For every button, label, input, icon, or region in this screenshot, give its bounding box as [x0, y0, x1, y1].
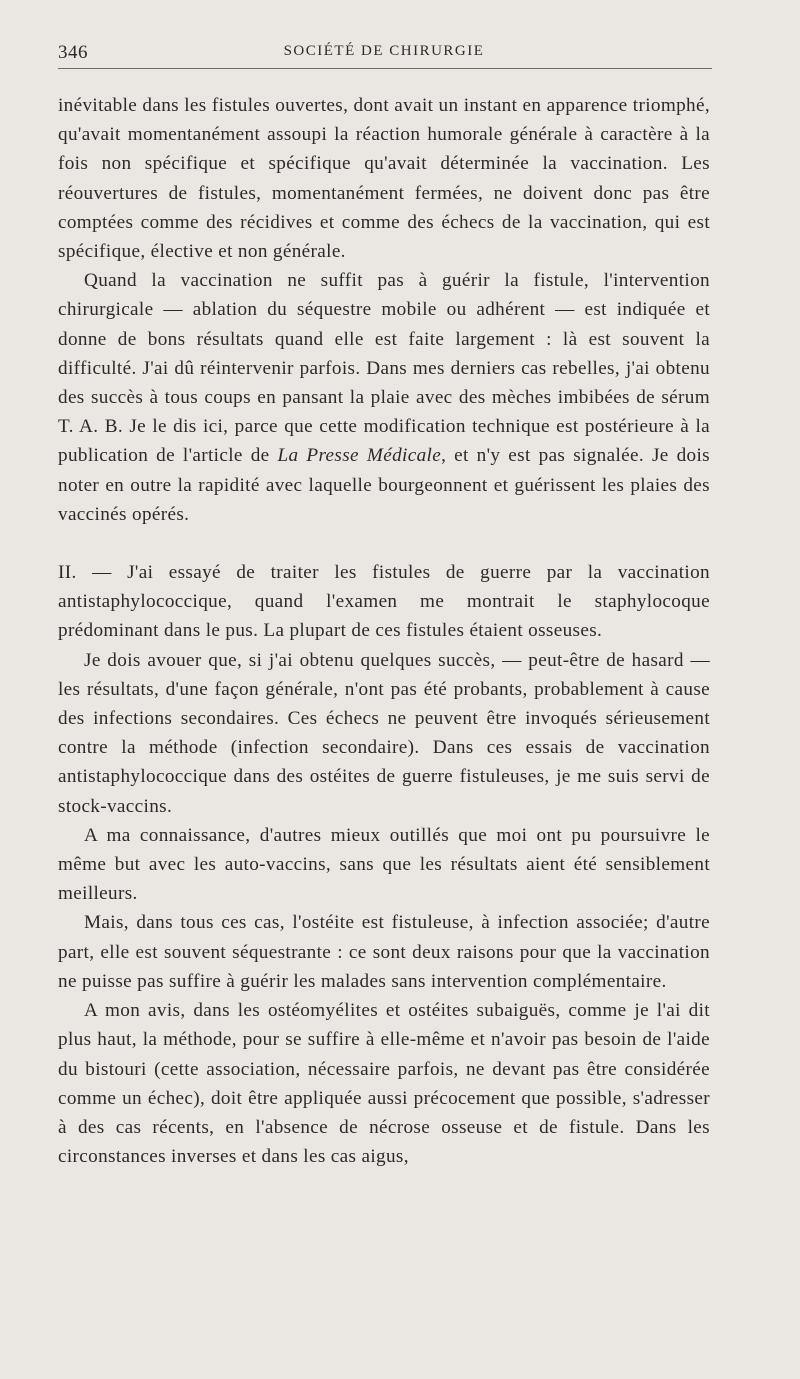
paragraph-results: Je dois avouer que, si j'ai obtenu quelques succès, — peut-être de hasard — les résultats, d'une façon générale, n'ont pas été probants, probablement à cause des infections secondaires. Ces échecs ne peuvent être invoqués sérieusement contre la méthode (infection secondaire). Dans ces essais de vaccination antistaphylococcique dans des ostéites de guerre fistuleuses, je me suis servi de stock-vaccins.: [58, 649, 710, 817]
paragraph-continuation: inévitable dans les fistules ouvertes, dont avait un instant en apparence triomphé, qu'avait momentanément assoupi la réaction humorale générale à caractère à la fois non spécifique et spécifique qu'avait déterminée la vaccination. Les réouvertures de fistules, momentanément fermées, ne doivent donc pas être comptées comme des récidives et comme des échecs de la vaccination, qui est spécifique, élective et non générale.: [58, 95, 710, 263]
paragraph-osteite: Mais, dans tous ces cas, l'ostéite est fistuleuse, à infection associée; d'autre part, elle est souvent séquestrante : ce sont deux raisons pour que la vaccination ne puisse pas suffire à guérir les malades sans intervention complémentaire.: [58, 912, 710, 992]
paragraph-text: Quand la vaccination ne suffit pas à guérir la fistule, l'intervention chirurgicale — ablation du séquestre mobile ou adhérent — est indiquée et donne de bons résultats quand elle est faite largement : là est souvent la difficulté. J'ai dû réintervenir parfois. Dans mes derniers cas rebelles, j'ai obtenu des succès à tous coups en pansant la plaie avec des mèches imbibées de sérum T. A. B. Je le dis ici, parce que cette modification technique est postérieure à la publication de l'article de: [58, 270, 710, 467]
journal-title: La Presse Médicale: [277, 445, 442, 467]
paragraph-text: , et n'y est pas signalée. Je dois noter en outre la rapidité avec laquelle bourgeonnent et guérissent les plaies des vaccinés opérés.: [58, 445, 710, 525]
section-ii-paragraph: II. — J'ai essayé de traiter les fistules de guerre par la vaccination antistaphylococcique, quand l'examen me montrait le staphylocoque prédominant dans le pus. La plupart de ces fistules étaient osseuses.: [58, 562, 710, 642]
paragraph-intervention: [58, 266, 710, 529]
page-number: 346: [58, 42, 88, 63]
body-text: [58, 91, 710, 1171]
header-rule: [58, 68, 712, 69]
running-head: [58, 34, 710, 68]
paragraph-avis: A mon avis, dans les ostéomyélites et ostéites subaiguës, comme je l'ai dit plus haut, la méthode, pour se suffire à elle-même et n'avoir pas besoin de l'aide du bistouri (cette association, nécessaire parfois, ne devant pas être considérée comme un échec), doit être appliquée aussi précocement que possible, s'adresser à des cas récents, en l'absence de nécrose osseuse et de fistule. Dans les circonstances inverses et dans les cas aigus,: [58, 1000, 710, 1168]
running-title: SOCIÉTÉ DE CHIRURGIE: [283, 43, 485, 59]
paragraph-auto-vaccins: A ma connaissance, d'autres mieux outillés que moi ont pu poursuivre le même but avec les auto-vaccins, sans que les résultats aient été sensiblement meilleurs.: [58, 824, 710, 905]
